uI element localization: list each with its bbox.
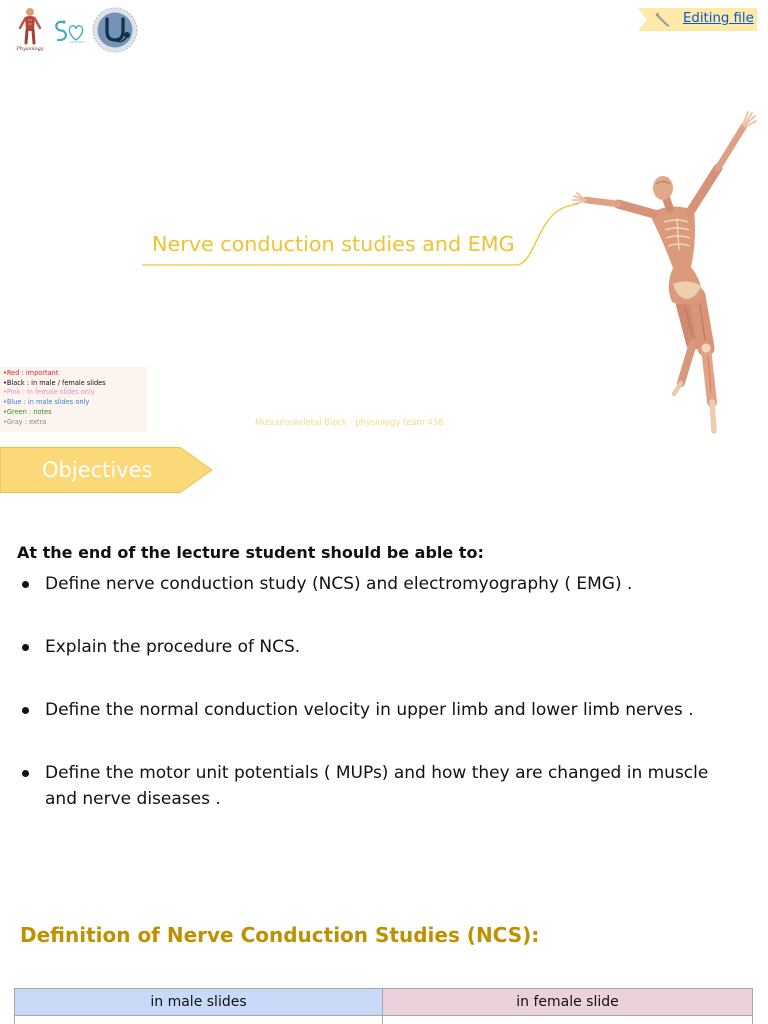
logo-text: Physiology	[16, 46, 44, 52]
bullet-icon	[22, 644, 29, 651]
team-footer-note: Musculoskeletal Block - physiology team 438	[255, 417, 444, 427]
figure-back-leg	[674, 297, 693, 394]
figure-front-leg	[697, 296, 714, 431]
editing-file-link[interactable]: Editing file	[683, 11, 754, 26]
legend-item-green: •Green : notes	[3, 407, 52, 416]
legend-item-gray: •Gray : extra	[3, 417, 47, 426]
list-item	[45, 634, 725, 660]
table-header-female: in female slide	[382, 988, 753, 1016]
objectives-list	[45, 571, 725, 849]
list-item-text: Define the normal conduction velocity in upper limb and lower limb nerves .	[45, 700, 694, 720]
objectives-intro: At the end of the lecture student should be able to:	[17, 543, 484, 562]
figure-neck	[666, 198, 670, 209]
pencil-icon	[654, 10, 672, 28]
heart-logo	[50, 15, 88, 45]
bullet-icon	[22, 581, 29, 588]
list-item	[45, 571, 725, 597]
list-item-text: Define nerve conduction study (NCS) and electromyography ( EMG) .	[45, 574, 633, 594]
color-legend	[0, 367, 147, 432]
figure-head	[653, 176, 673, 200]
figure-left-arm	[573, 193, 654, 214]
objectives-banner-label: Objectives	[42, 458, 153, 482]
stethoscope-logo	[91, 7, 139, 53]
list-item	[45, 760, 725, 812]
table-header-male: in male slides	[14, 988, 383, 1016]
legend-item-red: •Red : important	[3, 369, 59, 377]
legend-item-pink: •Pink : in female slides only	[3, 388, 95, 397]
section-heading: Definition of Nerve Conduction Studies (NCS):	[20, 923, 540, 947]
table-cell	[382, 1015, 753, 1024]
table-cell	[14, 1015, 383, 1024]
figure-right-arm	[690, 112, 756, 212]
legend-item-blue: •Blue : in male slides only	[3, 398, 90, 407]
bullet-icon	[22, 707, 29, 714]
title-underline	[130, 195, 590, 275]
legend-item-black: •Black : in male / female slides	[3, 378, 106, 387]
list-item-text: Define the motor unit potentials ( MUPs) and how they are changed in muscle and nerve diseases .	[45, 763, 709, 809]
figure-kneecap	[702, 344, 711, 353]
anatomy-logo	[16, 6, 44, 54]
anatomy-figure-image	[560, 100, 760, 440]
list-item	[45, 697, 725, 723]
list-item-text: Explain the procedure of NCS.	[45, 637, 301, 657]
definition-table	[14, 988, 753, 1024]
document-title: Nerve conduction studies and EMG	[152, 232, 515, 256]
bullet-icon	[22, 770, 29, 777]
